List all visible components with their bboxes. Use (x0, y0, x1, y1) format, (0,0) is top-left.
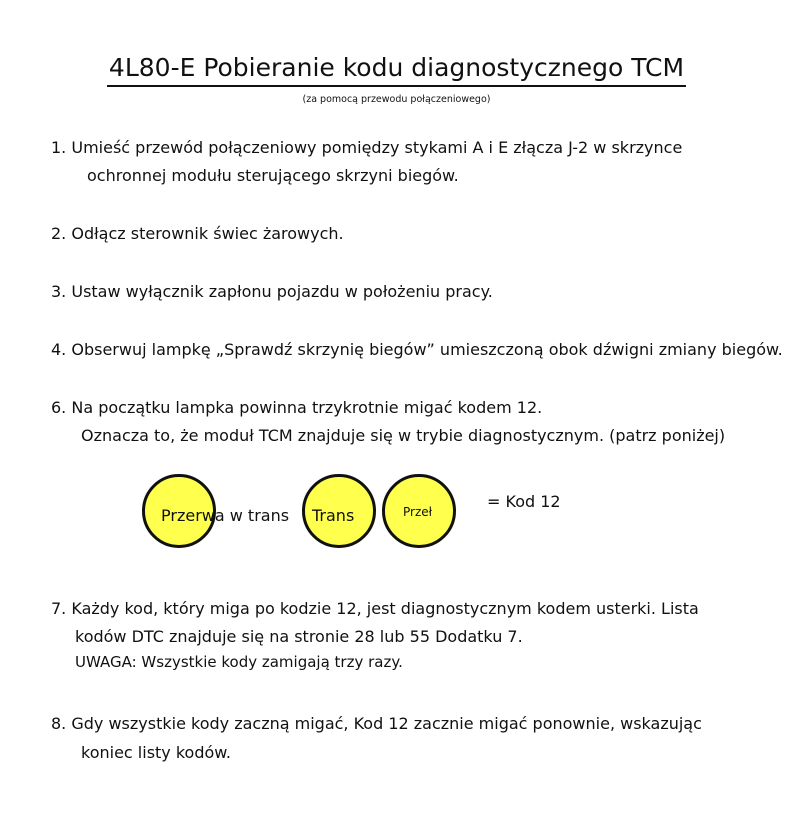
step-7-line-2: kodów DTC znajduje się na stronie 28 lub 55 Dodatku 7. (75, 627, 523, 646)
step-8-line-1: 8. Gdy wszystkie kody zaczną migać, Kod 12 zacznie migać ponownie, wskazując (51, 714, 702, 733)
document-subtitle: (za pomocą przewodu połączeniowego) (302, 94, 491, 105)
step-1-line-1: 1. Umieść przewód połączeniowy pomiędzy stykami A i E złącza J-2 w skrzynce (51, 138, 683, 157)
step-7-note: UWAGA: Wszystkie kody zamigają trzy razy. (75, 653, 403, 671)
code-12-flash-diagram (0, 470, 793, 560)
document-title-text: 4L80-E Pobieranie kodu diagnostycznego TCM (107, 52, 686, 87)
step-8-line-2: koniec listy kodów. (81, 743, 231, 762)
step-7-line-1: 7. Każdy kod, który miga po kodzie 12, jest diagnostycznym kodem usterki. Lista (51, 599, 699, 618)
label-przerwa: Przerwa w trans (161, 506, 290, 525)
step-6-line-1: 6. Na początku lampka powinna trzykrotnie migać kodem 12. (51, 398, 543, 417)
document-title (0, 52, 793, 87)
step-3: 3. Ustaw wyłącznik zapłonu pojazdu w położeniu pracy. (51, 282, 493, 301)
step-1-line-2: ochronnej modułu sterującego skrzyni biegów. (87, 166, 459, 185)
step-2: 2. Odłącz sterownik świec żarowych. (51, 224, 344, 243)
label-kod-12: = Kod 12 (487, 492, 561, 511)
label-przel: Przeł (403, 505, 433, 519)
step-6-line-2: Oznacza to, że moduł TCM znajduje się w trybie diagnostycznym. (patrz poniżej) (81, 426, 726, 445)
label-trans: Trans (312, 506, 355, 525)
step-4: 4. Obserwuj lampkę „Sprawdź skrzynię biegów” umieszczoną obok dźwigni zmiany biegów. (51, 340, 783, 359)
